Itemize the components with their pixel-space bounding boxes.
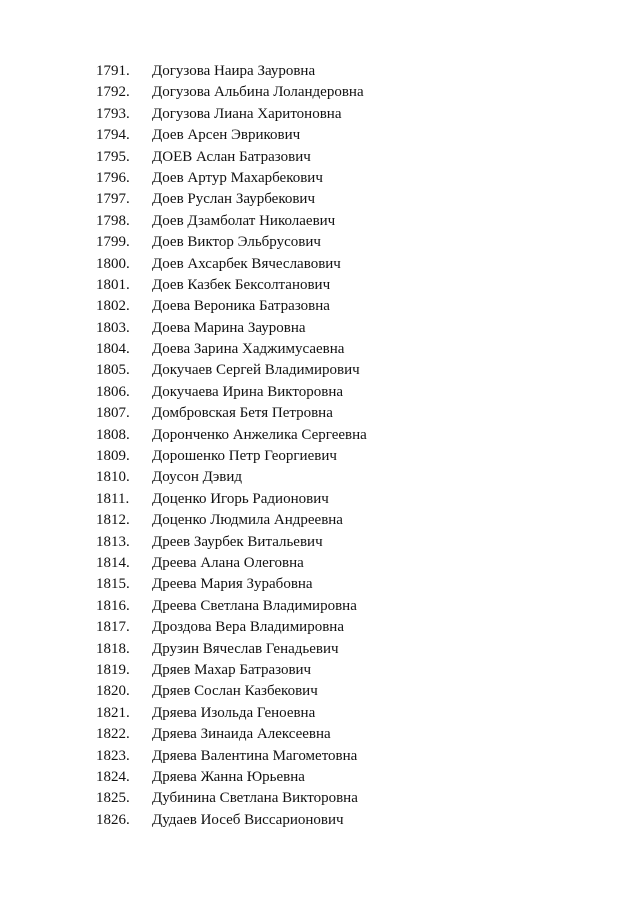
entry-name: Доценко Игорь Радионович bbox=[152, 490, 329, 507]
list-item bbox=[0, 360, 640, 381]
list-item bbox=[0, 810, 640, 831]
list-item bbox=[0, 403, 640, 424]
entry-name: Доценко Людмила Андреевна bbox=[152, 512, 343, 529]
entry-number: 1826. bbox=[96, 811, 130, 828]
entry-name: Доева Вероника Батразовна bbox=[152, 298, 330, 315]
entry-number: 1791. bbox=[96, 63, 130, 79]
entry-number: 1822. bbox=[96, 726, 130, 743]
entry-number: 1798. bbox=[96, 212, 130, 229]
entry-number: 1814. bbox=[96, 554, 130, 571]
list-item bbox=[0, 788, 640, 809]
entry-name: Друзин Вячеслав Генадьевич bbox=[152, 640, 339, 657]
entry-number: 1807. bbox=[96, 405, 130, 422]
list-item bbox=[0, 489, 640, 510]
entry-number: 1825. bbox=[96, 790, 130, 807]
list-item bbox=[0, 61, 640, 82]
entry-number: 1802. bbox=[96, 298, 130, 315]
list-item bbox=[0, 425, 640, 446]
entry-number: 1815. bbox=[96, 576, 130, 593]
entry-number: 1809. bbox=[96, 448, 130, 465]
list-item bbox=[0, 617, 640, 638]
entry-name: Дреев Заурбек Витальевич bbox=[152, 533, 323, 550]
entry-number: 1821. bbox=[96, 704, 130, 721]
entry-number: 1795. bbox=[96, 148, 130, 165]
entry-number: 1803. bbox=[96, 319, 130, 336]
entry-name: Докучаев Сергей Владимирович bbox=[152, 362, 360, 379]
entry-number: 1800. bbox=[96, 255, 130, 272]
list-item bbox=[0, 189, 640, 210]
entry-number: 1823. bbox=[96, 747, 130, 764]
entry-number: 1811. bbox=[96, 490, 130, 507]
entry-name: Доев Казбек Бексолтанович bbox=[152, 276, 331, 293]
entry-name: Дубинина Светлана Викторовна bbox=[152, 790, 358, 807]
list-item bbox=[0, 254, 640, 275]
entry-number: 1805. bbox=[96, 362, 130, 379]
entry-name: Дудаев Иосеб Виссарионович bbox=[152, 811, 344, 828]
entry-name: Дреева Светлана Владимировна bbox=[152, 597, 357, 614]
list-item bbox=[0, 446, 640, 467]
entry-number: 1818. bbox=[96, 640, 130, 657]
list-item bbox=[0, 767, 640, 788]
list-item bbox=[0, 532, 640, 553]
entry-name: Догузова Лиана Харитоновна bbox=[152, 105, 342, 122]
list-item bbox=[0, 724, 640, 745]
name-list bbox=[0, 61, 640, 831]
list-item bbox=[0, 296, 640, 317]
list-item bbox=[0, 703, 640, 724]
entry-number: 1810. bbox=[96, 469, 130, 486]
entry-number: 1794. bbox=[96, 127, 130, 144]
entry-number: 1806. bbox=[96, 383, 130, 400]
entry-number: 1820. bbox=[96, 683, 130, 700]
entry-name: Доусон Дэвид bbox=[152, 469, 243, 486]
list-item bbox=[0, 467, 640, 488]
entry-number: 1792. bbox=[96, 84, 130, 101]
entry-name: Дреева Алана Олеговна bbox=[152, 554, 304, 571]
list-item bbox=[0, 168, 640, 189]
entry-name: Докучаева Ирина Викторовна bbox=[152, 383, 344, 400]
list-item bbox=[0, 382, 640, 403]
entry-number: 1819. bbox=[96, 661, 130, 678]
list-item bbox=[0, 232, 640, 253]
list-item bbox=[0, 147, 640, 168]
entry-number: 1813. bbox=[96, 533, 130, 550]
list-item bbox=[0, 211, 640, 232]
list-item bbox=[0, 510, 640, 531]
entry-name: Доева Зарина Хаджимусаевна bbox=[152, 341, 345, 358]
list-item bbox=[0, 125, 640, 146]
list-item bbox=[0, 660, 640, 681]
list-item bbox=[0, 275, 640, 296]
entry-name: Доева Марина Зауровна bbox=[152, 319, 306, 336]
entry-number: 1793. bbox=[96, 105, 130, 122]
entry-name: Доев Ахсарбек Вячеславович bbox=[152, 255, 341, 272]
list-item bbox=[0, 746, 640, 767]
entry-number: 1799. bbox=[96, 234, 130, 251]
entry-number: 1808. bbox=[96, 426, 130, 443]
list-item bbox=[0, 82, 640, 103]
list-item bbox=[0, 318, 640, 339]
entry-name: Догузова Альбина Лоландеровна bbox=[152, 84, 364, 101]
entry-name: Дряев Сослан Казбекович bbox=[152, 683, 318, 700]
entry-name: Доев Руслан Заурбекович bbox=[152, 191, 316, 208]
entry-number: 1796. bbox=[96, 169, 130, 186]
list-item bbox=[0, 104, 640, 125]
entry-name: Дреева Мария Зурабовна bbox=[152, 576, 313, 593]
list-item bbox=[0, 596, 640, 617]
entry-number: 1804. bbox=[96, 341, 130, 358]
list-item bbox=[0, 574, 640, 595]
entry-name: Доев Дзамболат Николаевич bbox=[152, 212, 336, 229]
entry-number: 1824. bbox=[96, 768, 130, 785]
entry-name: Доев Арсен Эврикович bbox=[152, 127, 301, 144]
entry-name: Доев Виктор Эльбрусович bbox=[152, 234, 321, 251]
entry-name: Домбровская Бетя Петровна bbox=[152, 405, 333, 422]
entry-number: 1801. bbox=[96, 276, 130, 293]
entry-name: Догузова Наира Зауровна bbox=[152, 63, 316, 79]
entry-name: Дряева Изольда Геноевна bbox=[152, 704, 316, 721]
list-item bbox=[0, 553, 640, 574]
list-item bbox=[0, 681, 640, 702]
entry-number: 1812. bbox=[96, 512, 130, 529]
entry-name: Дряева Валентина Магометовна bbox=[152, 747, 358, 764]
entry-name: Дряева Жанна Юрьевна bbox=[152, 768, 305, 785]
entry-name: Дряев Махар Батразович bbox=[152, 661, 312, 678]
entry-number: 1797. bbox=[96, 191, 130, 208]
list-item bbox=[0, 339, 640, 360]
entry-name: Доев Артур Махарбекович bbox=[152, 169, 323, 186]
entry-name: Доронченко Анжелика Сергеевна bbox=[152, 426, 367, 443]
entry-name: ДОЕВ Аслан Батразович bbox=[152, 148, 311, 165]
entry-name: Дряева Зинаида Алексеевна bbox=[152, 726, 331, 743]
entry-name: Дорошенко Петр Георгиевич bbox=[152, 448, 337, 465]
entry-name: Дроздова Вера Владимировна bbox=[152, 619, 344, 636]
entry-number: 1816. bbox=[96, 597, 130, 614]
entry-number: 1817. bbox=[96, 619, 130, 636]
list-item bbox=[0, 639, 640, 660]
